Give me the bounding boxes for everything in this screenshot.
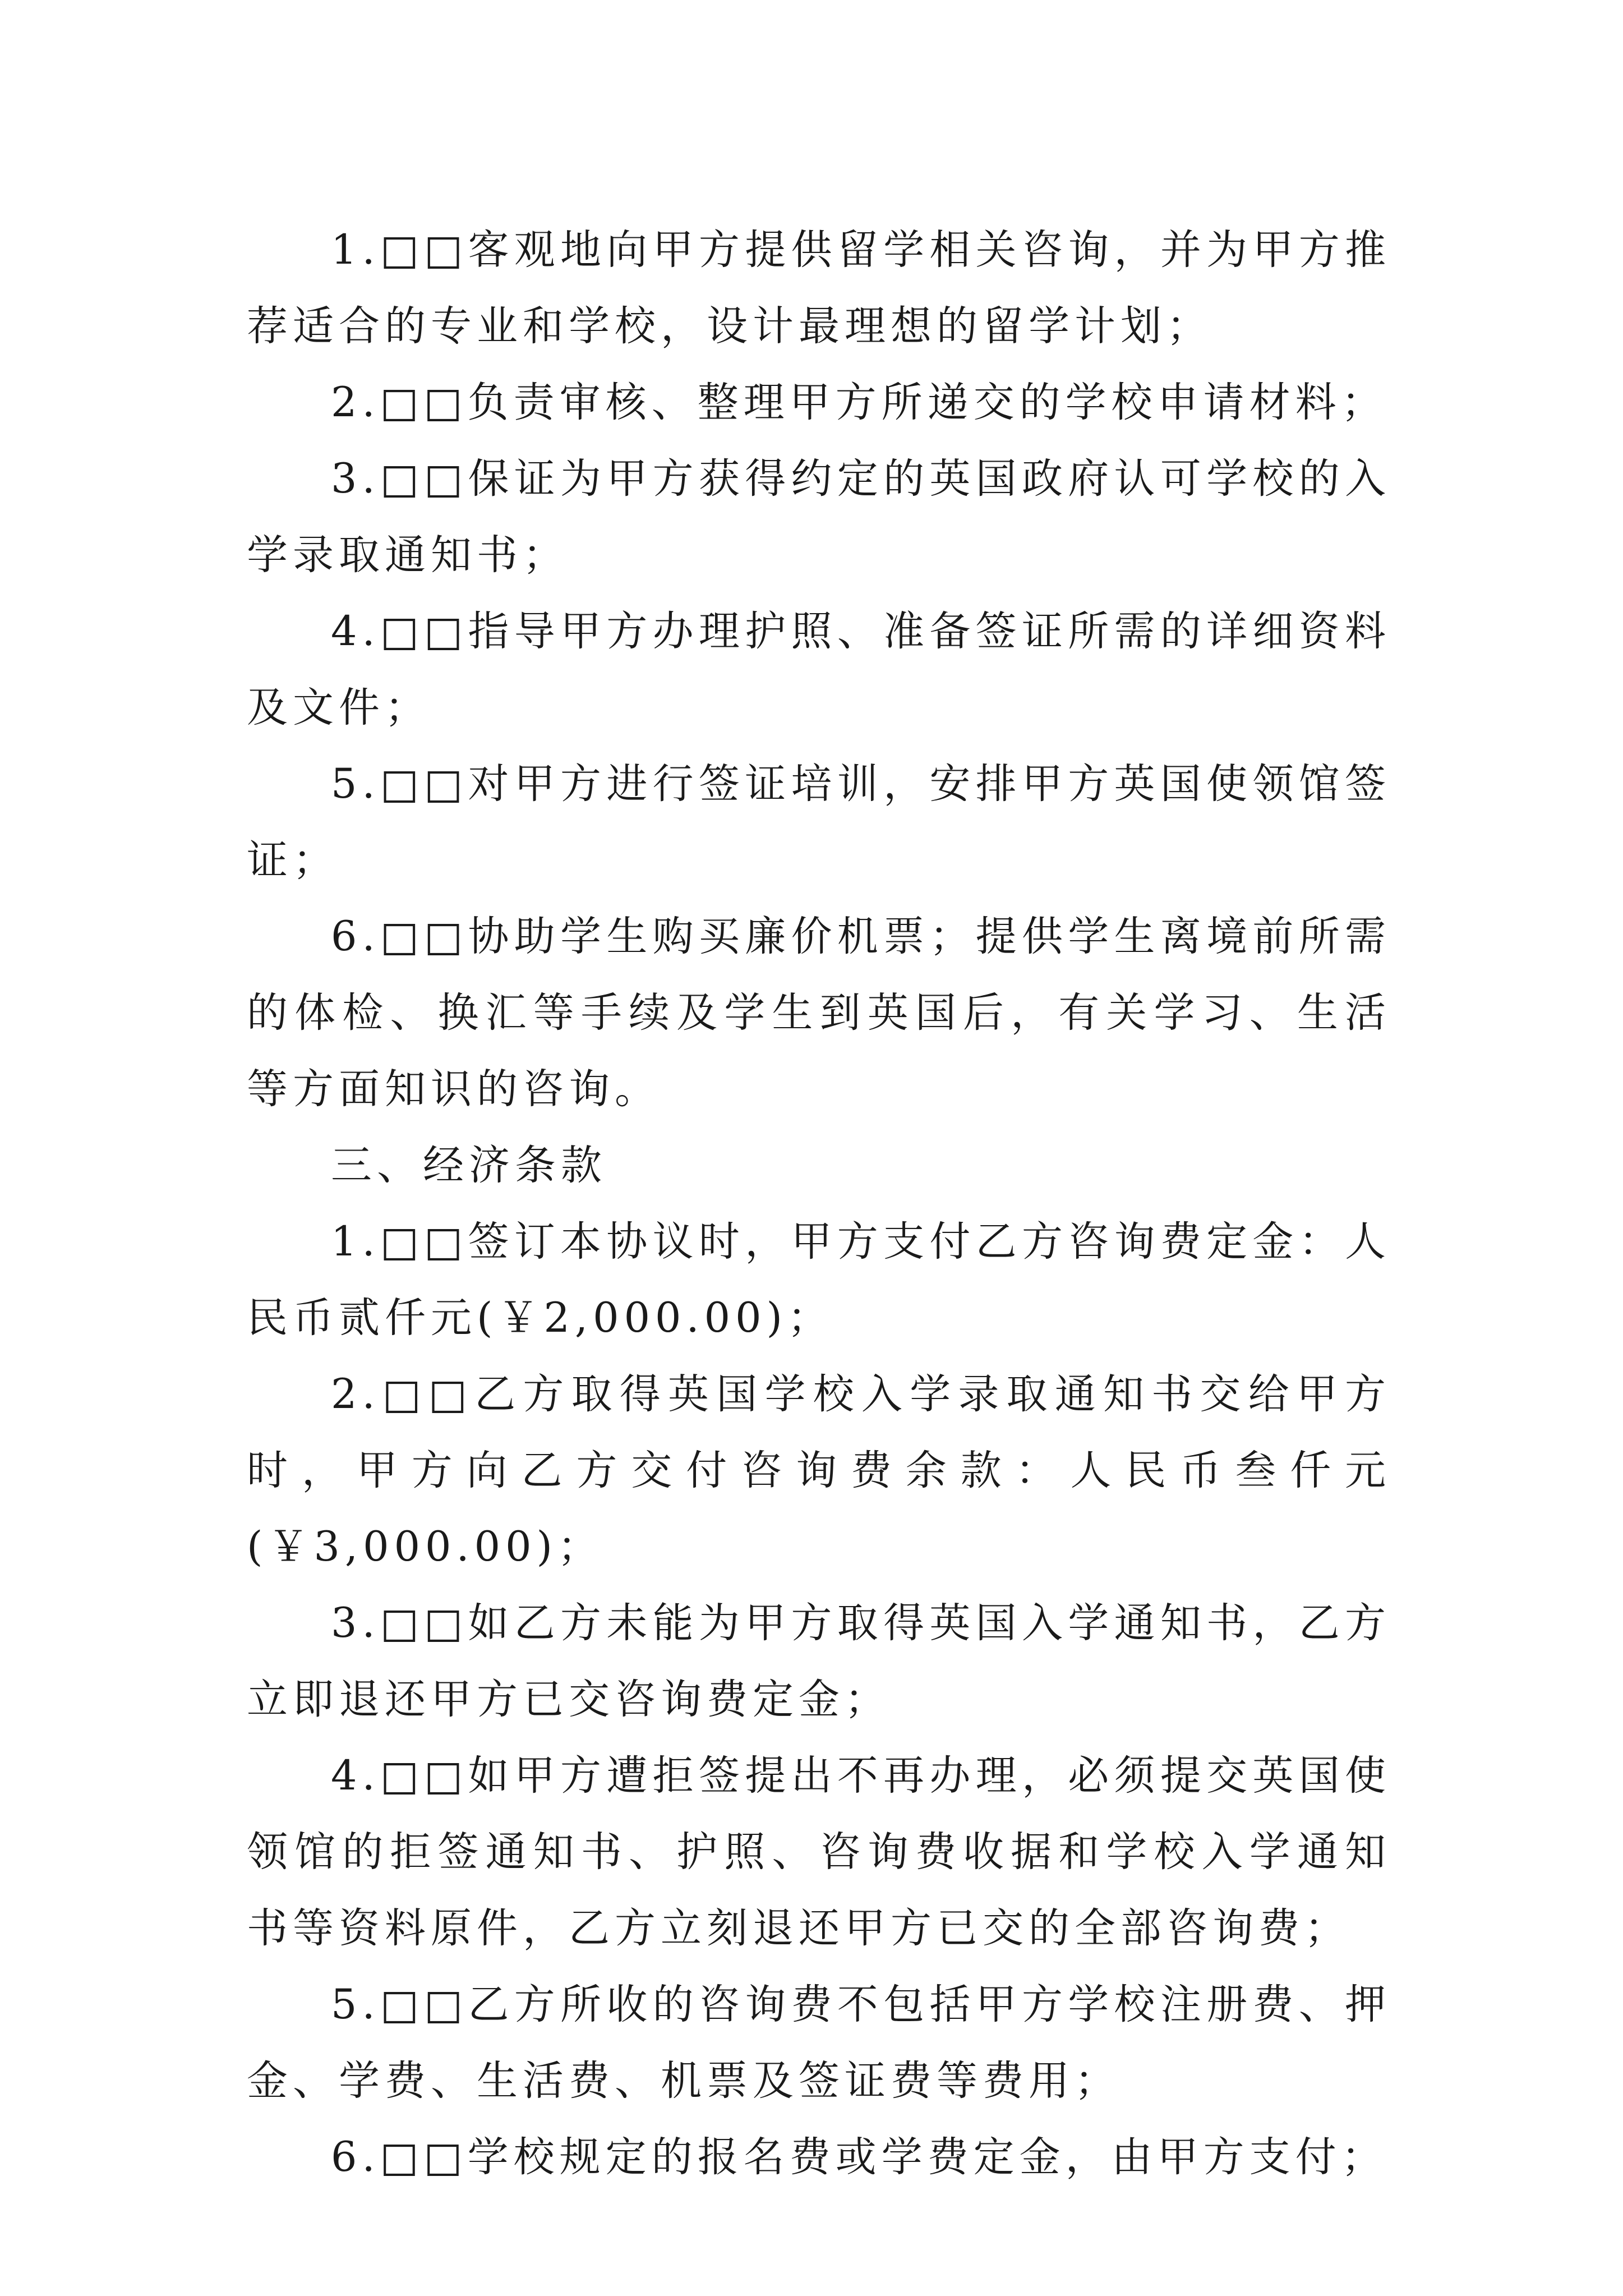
clause-2-item-6: 6.□□协助学生购买廉价机票；提供学生离境前所需的体检、换汇等手续及学生到英国后，有关学习、生活等方面知识的咨询。 [247,913,1391,1113]
clause-3-item-3: 3.□□如乙方未能为甲方取得英国入学通知书，乙方立即退还甲方已交咨询费定金； [247,1599,1391,1723]
clause-2-item-1: 1.□□客观地向甲方提供留学相关咨询，并为甲方推荐适合的专业和学校，设计最理想的留学计划； [247,226,1391,350]
clause-3-item-6: 6.□□学校规定的报名费或学费定金，由甲方支付； [331,2133,1387,2181]
clause-3-item-5: 5.□□乙方所收的咨询费不包括甲方学校注册费、押金、学费、生活费、机票及签证费等费用； [247,1981,1391,2105]
clause-3-item-1: 1.□□签订本协议时，甲方支付乙方咨询费定金：人民币贰仟元(￥2,000.00)； [247,1218,1391,1342]
clause-3-item-2: 2.□□乙方取得英国学校入学录取通知书交给甲方时，甲方向乙方交付咨询费余款：人民币叁仟元(￥3,000.00)； [247,1370,1391,1571]
document-body [247,212,1391,2196]
clause-2-item-5: 5.□□对甲方进行签证培训，安排甲方英国使领馆签证； [247,760,1391,884]
clause-2-item-2: 2.□□负责审核、整理甲方所递交的学校申请材料； [331,379,1387,426]
clause-2-item-4: 4.□□指导甲方办理护照、准备签证所需的详细资料及文件； [247,608,1391,731]
section-heading-economic-terms: 三、经济条款 [331,1142,607,1189]
clause-2-item-3: 3.□□保证为甲方获得约定的英国政府认可学校的入学录取通知书； [247,455,1391,579]
clause-3-item-4: 4.□□如甲方遭拒签提出不再办理，必须提交英国使领馆的拒签通知书、护照、咨询费收据和学校入学通知书等资料原件，乙方立刻退还甲方已交的全部咨询费； [247,1752,1391,1952]
